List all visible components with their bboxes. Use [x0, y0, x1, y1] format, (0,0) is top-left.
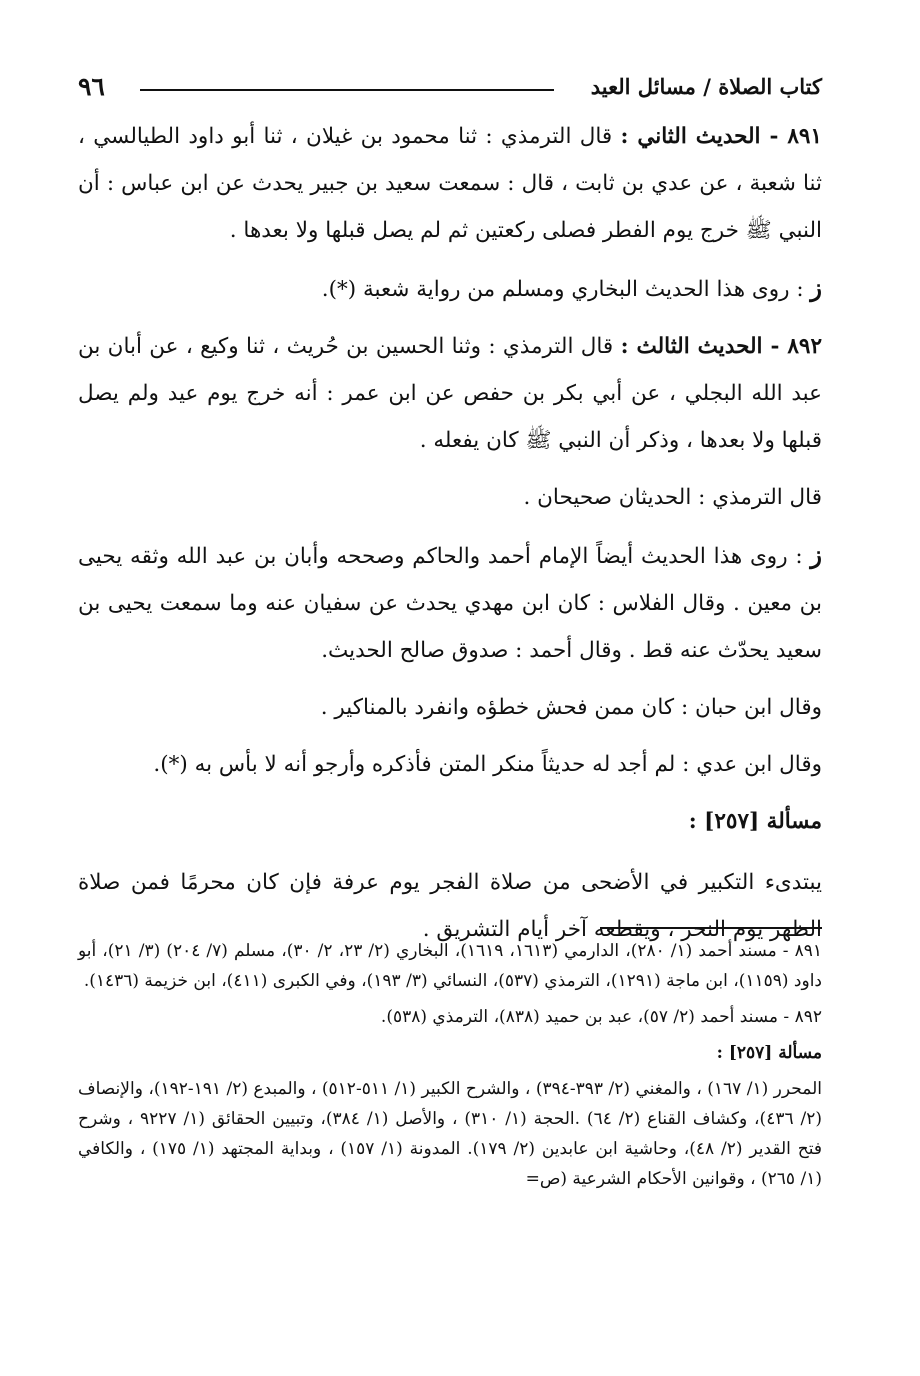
footnote-separator: [600, 927, 822, 929]
footnote-masala-label: مسألة [٢٥٧] :: [716, 1043, 822, 1063]
hadith-892-label: ٨٩٢ - الحديث الثالث :: [620, 334, 823, 359]
running-title: كتاب الصلاة / مسائل العيد: [590, 74, 822, 99]
hadith-891: [78, 113, 822, 254]
zawaid-mark-2: ز: [810, 540, 822, 569]
tirmidhi-verdict: قال الترمذي : الحديثان صحيحان .: [523, 485, 822, 510]
ibn-adi-quote: وقال ابن عدي : لم أجد له حديثاً منكر المتن فأذكره وأرجو أنه لا بأس به (*).: [153, 752, 822, 777]
hadith-891-text: قال الترمذي : ثنا محمود بن غيلان ، ثنا أبو داود الطيالسي ، ثنا شعبة ، عن عدي بن ثابت ، قال : سمعت سعيد بن جبير يحدث عن ابن عباس : أن النبي ﷺ خرج يوم الفطر فصلى ركعتين ثم لم يصل قبلها ولا بعدها .: [78, 124, 822, 243]
page-header: [78, 72, 822, 112]
header-rule: [140, 89, 554, 91]
footnotes: [78, 936, 822, 1194]
hadith-892-text: قال الترمذي : وثنا الحسين بن حُريث ، ثنا وكيع ، عن أبان بن عبد الله البجلي ، عن أبي بكر بن حفص عن ابن عمر : أنه خرج يوم عيد ولم يصل قبلها ولا بعدها ، وذكر أن النبي ﷺ كان يفعله .: [78, 334, 822, 453]
footnote-masala-refs: المحرر (١/ ١٦٧) ، والمغني (٢/ ٣٩٣-٣٩٤) ، والشرح الكبير (١/ ٥١١-٥١٢) ، والمبدع (٢/ ١٩١-١٩٢)، والإنصاف (٢/ ٤٣٦)، وكشاف القناع (٢/ ٦٤) .الحجة (١/ ٣١٠) ، والأصل (١/ ٣٨٤)، وتبيين الحقائق (١/ ٩٢٢٧ ، وشرح فتح القدير (٢/ ٤٨)، وحاشية ابن عابدين (٢/ ١٧٩). المدونة (١/ ١٥٧) ، وبداية المجتهد (١/ ١٧٥) ، والكافي (١/ ٢٦٥) ، وقوانين الأحكام الشرعية (ص=: [78, 1079, 822, 1189]
zawaid-note-1-text: : روى هذا الحديث البخاري ومسلم من رواية شعبة (*).: [321, 277, 804, 302]
masala-heading: مسألة [٢٥٧] :: [688, 809, 822, 834]
zawaid-note-1: [78, 264, 822, 313]
hadith-891-label: ٨٩١ - الحديث الثاني :: [620, 124, 822, 149]
main-text: [78, 113, 822, 953]
masala-text: يبتدىء التكبير في الأضحى من صلاة الفجر يوم عرفة فإن كان محرمًا فمن صلاة الظهر يوم النحر ، ويقطعه آخر أيام التشريق .: [78, 870, 822, 942]
page-number: ٩٦: [78, 72, 105, 101]
zawaid-note-2: [78, 531, 822, 674]
footnote-892: ٨٩٢ - مسند أحمد (٢/ ٥٧)، عبد بن حميد (٨٣٨)، الترمذي (٥٣٨).: [380, 1007, 822, 1027]
footnote-891: ٨٩١ - مسند أحمد (١/ ٢٨٠)، الدارمي (١٦١٣، ١٦١٩)، البخاري (٢/ ٢٣، ٢/ ٣٠)، مسلم (٧/ ٢٠٤) (٣/ ٢١)، أبو داود (١١٥٩)، ابن ماجة (١٢٩١)، الترمذي (٥٣٧)، النسائي (٣/ ١٩٣)، وفي الكبرى (٤١١)، ابن خزيمة (١٤٣٦).: [78, 941, 822, 991]
zawaid-mark-1: ز: [810, 273, 822, 302]
zawaid-note-2-text: : روى هذا الحديث أيضاً الإمام أحمد والحاكم وصححه وأبان بن عبد الله وثقه يحيى بن معين . وقال الفلاس : كان ابن مهدي يحدث عن سفيان عنه وما سمعت يحيى بن سعيد يحدّث عنه قط . وقال أحمد : صدوق صالح الحديث.: [78, 544, 822, 663]
hadith-892: [78, 323, 822, 464]
ibn-hibban-quote: وقال ابن حبان : كان ممن فحش خطؤه وانفرد بالمناكير .: [320, 695, 822, 720]
